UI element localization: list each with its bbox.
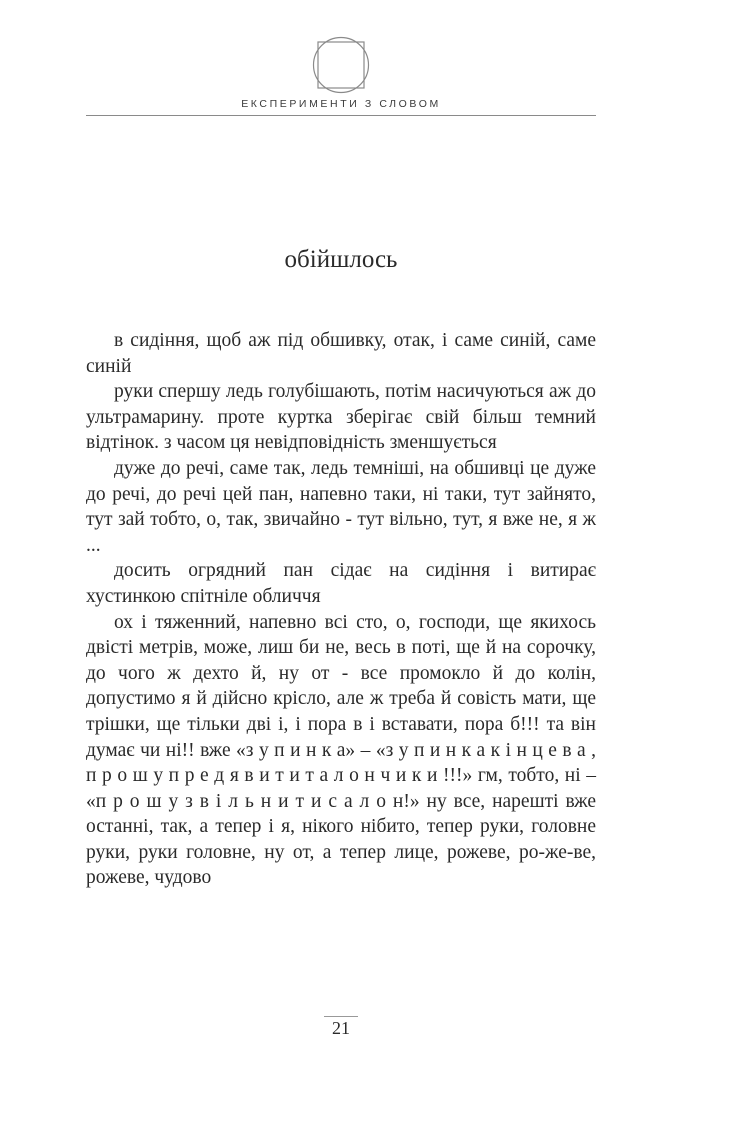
circle-square-emblem-icon	[312, 36, 370, 94]
poem-title: обійшлось	[284, 246, 398, 273]
paragraph: в сидіння, щоб аж під обшивку, отак, і саме синій, саме синій	[86, 330, 596, 377]
body-text	[86, 328, 596, 891]
paragraph: ох і тяженний, напевно всі сто, о, господи, ще якихось двісті метрів, може, лиш би не, весь в поті, ще й на сорочку, до чого ж дехто й, ну от - все промокло й до колін, допустимо я й дійсно крісло, але ж треба й совість мати, ще трішки, ще тільки дві і, і пора в і вставати, пора б!!! та він думає чи ні!! вже «з у п и н к а» – «з у п и н к а к і н ц е в а , п р о ш у п р е д я в и т и т а л о н ч и к и !!!» гм, тобто, ні – «п р о ш у з в і л ь н и т и с а л о н!» ну все, нарешті вже останні, так, а тепер і я, нікого нібито, тепер руки, головне руки, руки головне, ну от, а тепер лице, рожеве, ро-же-ве, рожеве, чудово	[86, 611, 596, 889]
paragraph: досить огрядний пан сідає на сидіння і витирає хустинкою спітніле обличчя	[86, 560, 596, 607]
paragraph: руки спершу ледь голубішають, потім насичуються аж до ультрамарину. проте куртка зберігає свій більш темний відтінок. з часом ця невідповідність зменшується	[86, 381, 596, 454]
header-rule	[86, 115, 596, 116]
running-head: ЕКСПЕРИМЕНТИ З СЛОВОМ	[241, 98, 441, 110]
page-number: 21	[324, 1016, 358, 1039]
paragraph: дуже до речі, саме так, ледь темніші, на обшивці це дуже до речі, до речі цей пан, напевно таки, ні таки, тут зайнято, тут зай тобто, о, так, звичайно - тут вільно, тут, я вже не, я ж ...	[86, 457, 596, 556]
